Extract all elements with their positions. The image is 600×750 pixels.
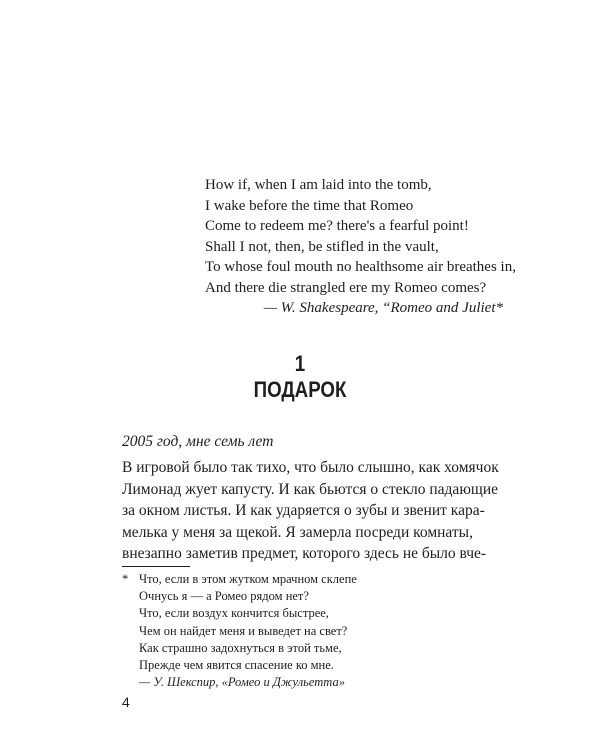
epigraph-line: Come to redeem me? there's a fearful point!	[205, 218, 469, 234]
epigraph-line: And there die strangled ere my Romeo comes?	[205, 279, 487, 296]
body-line: мелька у меня за щекой. Я замерла посреди комнаты,	[122, 523, 473, 541]
chapter-title: ПОДАРОК	[253, 377, 347, 402]
epigraph-line: Shall I not, then, be stifled in the vault,	[205, 238, 439, 255]
body-paragraph	[122, 457, 512, 565]
footnote-line: Что, если воздух кончится быстрее,	[139, 606, 329, 621]
footnote-line: Чем он найдет меня и выведет на свет?	[139, 623, 348, 638]
epigraph-line: How if, when I am laid into the tomb,	[205, 177, 432, 193]
footnote-line: Прежде чем явится спасение ко мне.	[139, 658, 334, 673]
footnote-line: Как страшно задохнуться в этой тьме,	[139, 640, 342, 655]
epigraph-line: To whose foul mouth no healthsome air breathes in,	[205, 259, 516, 275]
body-line: В игровой было так тихо, что было слышно, как хомячок	[122, 459, 499, 476]
footnote-line-text: Что, если в этом жутком мрачном склепе	[139, 572, 357, 586]
body-line: Лимонад жует капусту. И как бьются о стекло падающие	[122, 480, 499, 498]
footnote-line	[122, 571, 512, 588]
footnote-line: Очнусь я — а Ромео рядом нет?	[139, 589, 309, 604]
footnote-marker: *	[122, 572, 129, 586]
footnote	[122, 571, 512, 691]
body-line: внезапно заметив предмет, которого здесь не было вче-	[122, 545, 487, 563]
epigraph-line: I wake before the time that Romeo	[205, 197, 414, 214]
epigraph-attribution: — W. Shakespeare, “Romeo and Juliet*	[263, 300, 503, 316]
page-number: 4	[122, 694, 130, 710]
dateline: 2005 год, мне семь лет	[122, 433, 274, 450]
body-line: за окном листья. И как ударяется о зубы и звенит кара-	[122, 502, 485, 520]
footnote-attribution: — У. Шекспир, «Ромео и Джульетта»	[139, 675, 345, 690]
chapter-number: 1	[294, 351, 306, 376]
footnote-divider	[122, 566, 190, 567]
epigraph	[205, 175, 515, 319]
